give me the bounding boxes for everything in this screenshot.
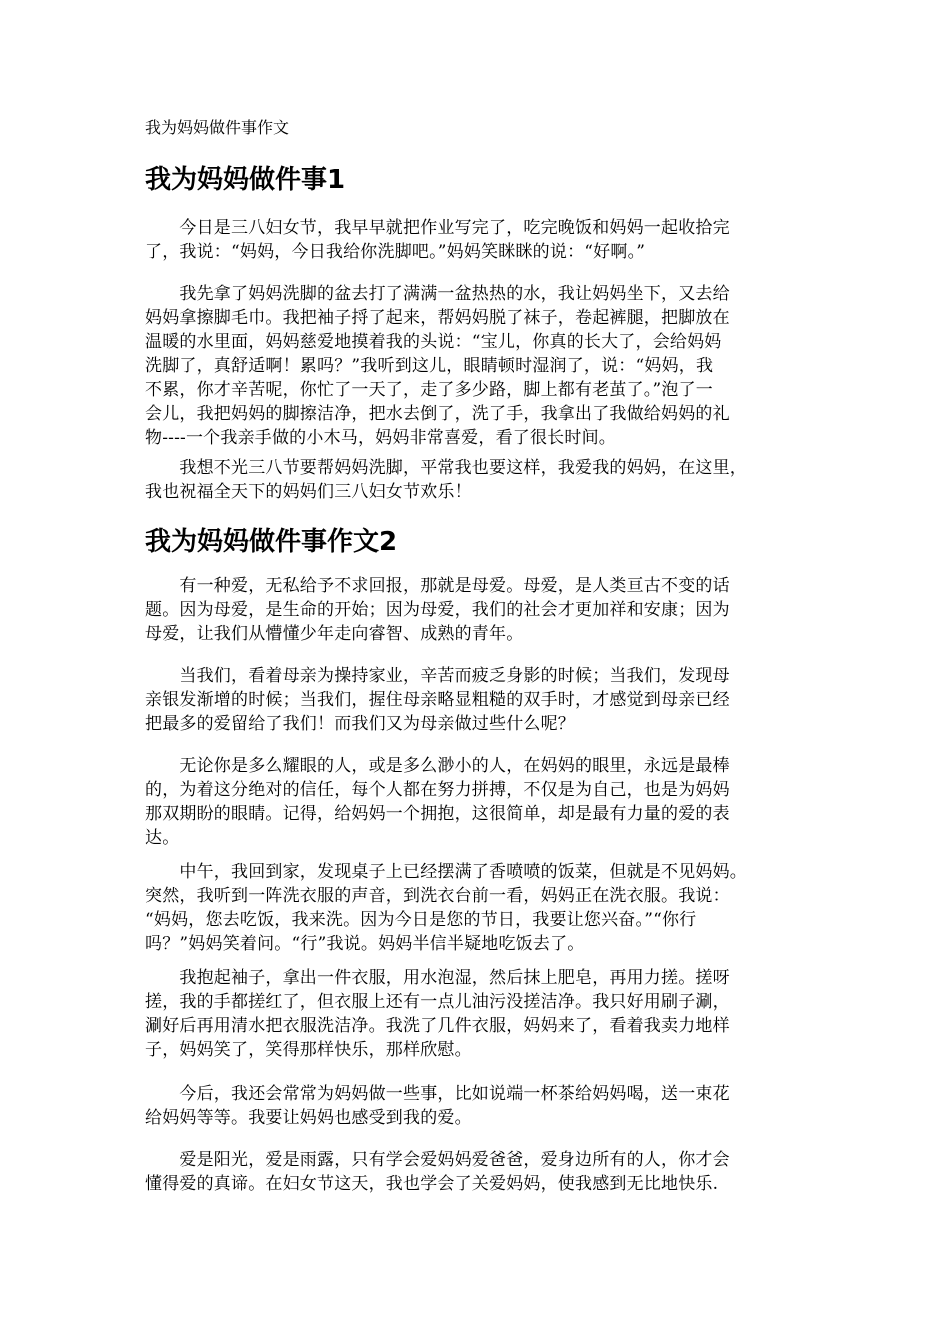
paragraph bbox=[145, 282, 805, 450]
text-line: 题。因为母爱，是生命的开始；因为母爱，我们的社会才更加祥和安康；因为 bbox=[145, 600, 730, 620]
text-line: 达。 bbox=[145, 828, 180, 848]
text-line: 母爱，让我们从懵懂少年走向睿智、成熟的青年。 bbox=[145, 624, 524, 644]
text-line: 无论你是多么耀眼的人，或是多么渺小的人，在妈妈的眼里，永远是最棒 bbox=[145, 756, 730, 776]
text-line: 有一种爱，无私给予不求回报，那就是母爱。母爱，是人类亘古不变的话 bbox=[145, 576, 730, 596]
paragraph bbox=[145, 456, 805, 504]
text-line: 把最多的爱留给了我们！而我们又为母亲做过些什么呢？ bbox=[145, 714, 575, 734]
text-line: 爱是阳光，爱是雨露，只有学会爱妈妈爱爸爸，爱身边所有的人，你才会 bbox=[145, 1150, 730, 1170]
text-line: 涮好后再用清水把衣服洗洁净。我洗了几件衣服，妈妈来了，看着我卖力地样 bbox=[145, 1016, 730, 1036]
text-line: 亲银发渐增的时候；当我们，握住母亲略显粗糙的双手时，才感觉到母亲已经 bbox=[145, 690, 730, 710]
text-line: 今日是三八妇女节，我早早就把作业写完了，吃完晚饭和妈妈一起收拾完 bbox=[145, 218, 730, 238]
text-line: 吗？”妈妈笑着问。“行”我说。妈妈半信半疑地吃饭去了。 bbox=[145, 934, 585, 954]
text-line: “妈妈，您去吃饭，我来洗。因为今日是您的节日，我要让您兴奋。”“你行 bbox=[145, 910, 697, 930]
document-title: 我为妈妈做件事作文 bbox=[145, 118, 290, 137]
section-heading-2: 我为妈妈做件事作文2 bbox=[145, 527, 398, 557]
text-line: 当我们，看着母亲为操持家业，辛苦而疲乏身影的时候；当我们，发现母 bbox=[145, 666, 730, 686]
text-line: 不累，你才辛苦呢，你忙了一天了，走了多少路，脚上都有老茧了。”泡了一 bbox=[145, 380, 713, 400]
text-line: 我想不光三八节要帮妈妈洗脚，平常我也要这样，我爱我的妈妈，在这里， bbox=[145, 458, 747, 478]
text-line: 突然，我听到一阵洗衣服的声音，到洗衣台前一看，妈妈正在洗衣服。我说： bbox=[145, 886, 730, 906]
text-line: 物----一个我亲手做的小木马，妈妈非常喜爱，看了很长时间。 bbox=[145, 428, 616, 448]
paragraph bbox=[145, 574, 805, 646]
text-line: 我也祝福全天下的妈妈们三八妇女节欢乐！ bbox=[145, 482, 472, 502]
text-line: 我抱起袖子，拿出一件衣服，用水泡湿，然后抹上肥皂，再用力搓。搓呀 bbox=[145, 968, 730, 988]
text-line: 洗脚了，真舒适啊！累吗？”我听到这儿，眼睛顿时湿润了，说：“妈妈，我 bbox=[145, 356, 714, 376]
text-line: 今后，我还会常常为妈妈做一些事，比如说端一杯茶给妈妈喝，送一束花 bbox=[145, 1084, 730, 1104]
text-line: 懂得爱的真谛。在妇女节这天，我也学会了关爱妈妈，使我感到无比地快乐. bbox=[145, 1174, 719, 1194]
text-line: 那双期盼的眼睛。记得，给妈妈一个拥抱，这很简单，却是最有力量的爱的表 bbox=[145, 804, 730, 824]
paragraph bbox=[145, 1148, 805, 1196]
text-line: 中午，我回到家，发现桌子上已经摆满了香喷喷的饭菜，但就是不见妈妈。 bbox=[145, 862, 747, 882]
text-line: 搓，我的手都搓红了，但衣服上还有一点儿油污没搓洁净。我只好用刷子涮， bbox=[145, 992, 730, 1012]
text-line: 我先拿了妈妈洗脚的盆去打了满满一盆热热的水，我让妈妈坐下，又去给 bbox=[145, 284, 730, 304]
paragraph bbox=[145, 216, 805, 264]
section-heading-1: 我为妈妈做件事1 bbox=[145, 165, 346, 195]
paragraph bbox=[145, 664, 805, 736]
text-line: 妈妈拿擦脚毛巾。我把袖子捋了起来，帮妈妈脱了袜子，卷起裤腿，把脚放在 bbox=[145, 308, 730, 328]
text-line: 温暖的水里面，妈妈慈爱地摸着我的头说：“宝儿，你真的长大了，会给妈妈 bbox=[145, 332, 722, 352]
text-line: 给妈妈等等。我要让妈妈也感受到我的爱。 bbox=[145, 1108, 472, 1128]
paragraph bbox=[145, 860, 805, 956]
text-line: 的，为着这分绝对的信任，每个人都在努力拼搏，不仅是为自己，也是为妈妈 bbox=[145, 780, 730, 800]
text-line: 子，妈妈笑了，笑得那样快乐，那样欣慰。 bbox=[145, 1040, 472, 1060]
text-line: 会儿，我把妈妈的脚擦洁净，把水去倒了，洗了手，我拿出了我做给妈妈的礼 bbox=[145, 404, 730, 424]
paragraph bbox=[145, 966, 805, 1062]
paragraph bbox=[145, 1082, 805, 1130]
paragraph bbox=[145, 754, 805, 850]
text-line: 了，我说：“妈妈，今日我给你洗脚吧。”妈妈笑眯眯的说：“好啊。” bbox=[145, 242, 646, 262]
